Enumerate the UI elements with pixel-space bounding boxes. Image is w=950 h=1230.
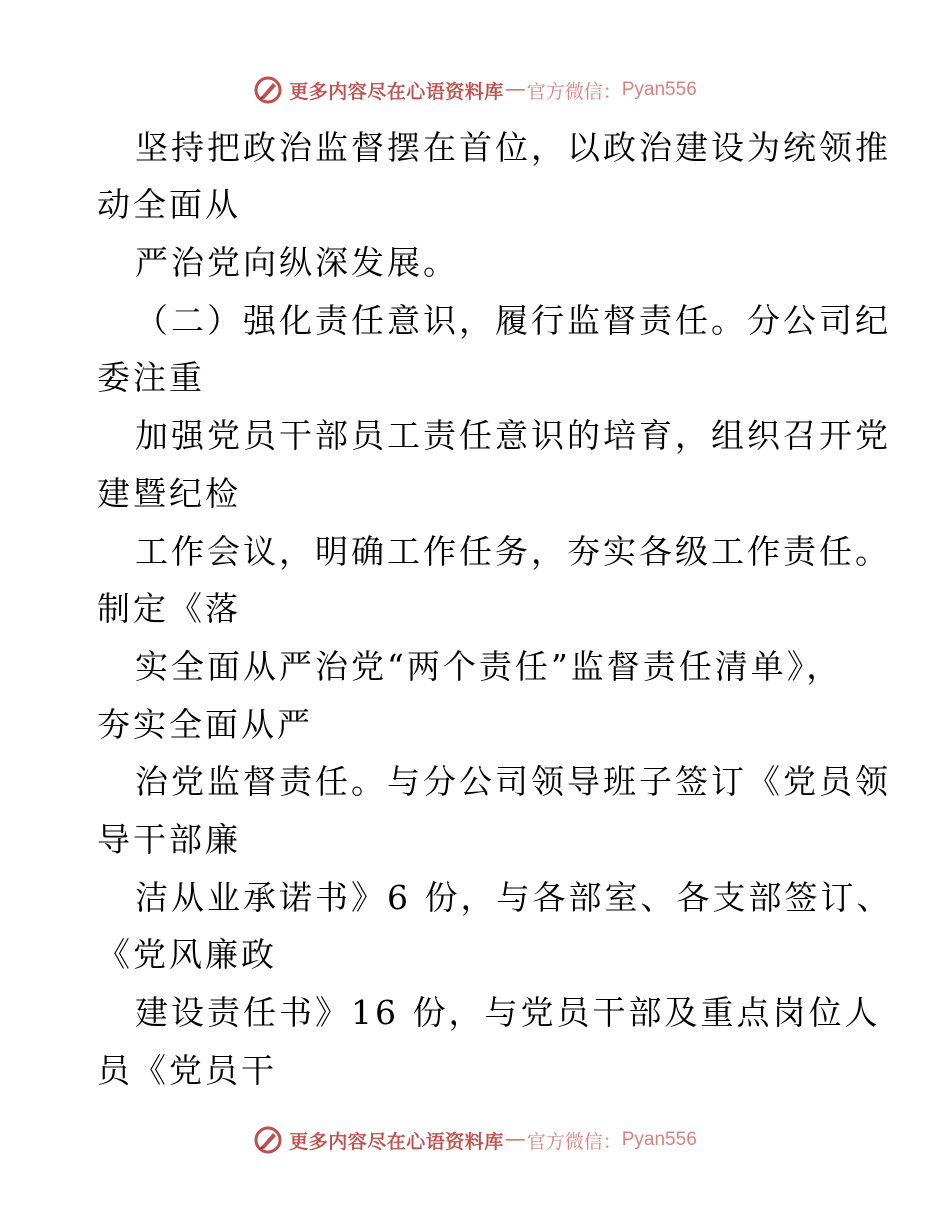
text-line: 建设责任书》16 份，与党员干部及重点岗位人 — [135, 993, 881, 1032]
text-line: 实全面从严治党“两个责任”监督责任清单》， — [135, 647, 843, 686]
banner-dash: — — [505, 79, 525, 100]
text-line: 委注重 — [97, 358, 205, 397]
text-line: 员《党员干 — [97, 1051, 277, 1090]
banner-official-label: 官方微信： — [526, 1130, 622, 1153]
banner-wechat-id: Pyan556 — [621, 1129, 697, 1150]
text-line: 严治党向纵深发展。 — [135, 243, 459, 282]
text-line: 《党风廉政 — [97, 935, 277, 974]
text-line: 夯实全面从严 — [97, 705, 313, 744]
pen-logo-icon — [253, 75, 283, 105]
banner-wechat-id: Pyan556 — [621, 79, 697, 100]
text-line: 工作会议，明确工作任务，夯实各级工作责任。 — [135, 532, 891, 571]
text-line: （二）强化责任意识，履行监督责任。分公司纪 — [135, 301, 891, 340]
text-line: 洁从业承诺书》6 份，与各部室、各支部签订、 — [135, 878, 893, 917]
banner-brand-text: 更多内容尽在心语资料库 — [289, 1130, 504, 1153]
text-line: 动全面从 — [97, 185, 241, 224]
header-banner — [0, 70, 950, 110]
footer-banner — [0, 1120, 950, 1160]
banner-dash: — — [505, 1129, 525, 1150]
text-line: 加强党员干部员工责任意识的培育，组织召开党 — [135, 416, 891, 455]
text-line: 制定《落 — [97, 589, 241, 628]
banner-brand-text: 更多内容尽在心语资料库 — [289, 80, 504, 103]
text-line: 建暨纪检 — [97, 474, 241, 513]
text-line: 治党监督责任。与分公司领导班子签订《党员领 — [135, 762, 891, 801]
text-line: 坚持把政治监督摆在首位，以政治建设为统领推 — [135, 128, 891, 167]
pen-logo-icon — [253, 1125, 283, 1155]
text-line: 导干部廉 — [97, 820, 241, 859]
banner-official-label: 官方微信： — [526, 80, 622, 103]
